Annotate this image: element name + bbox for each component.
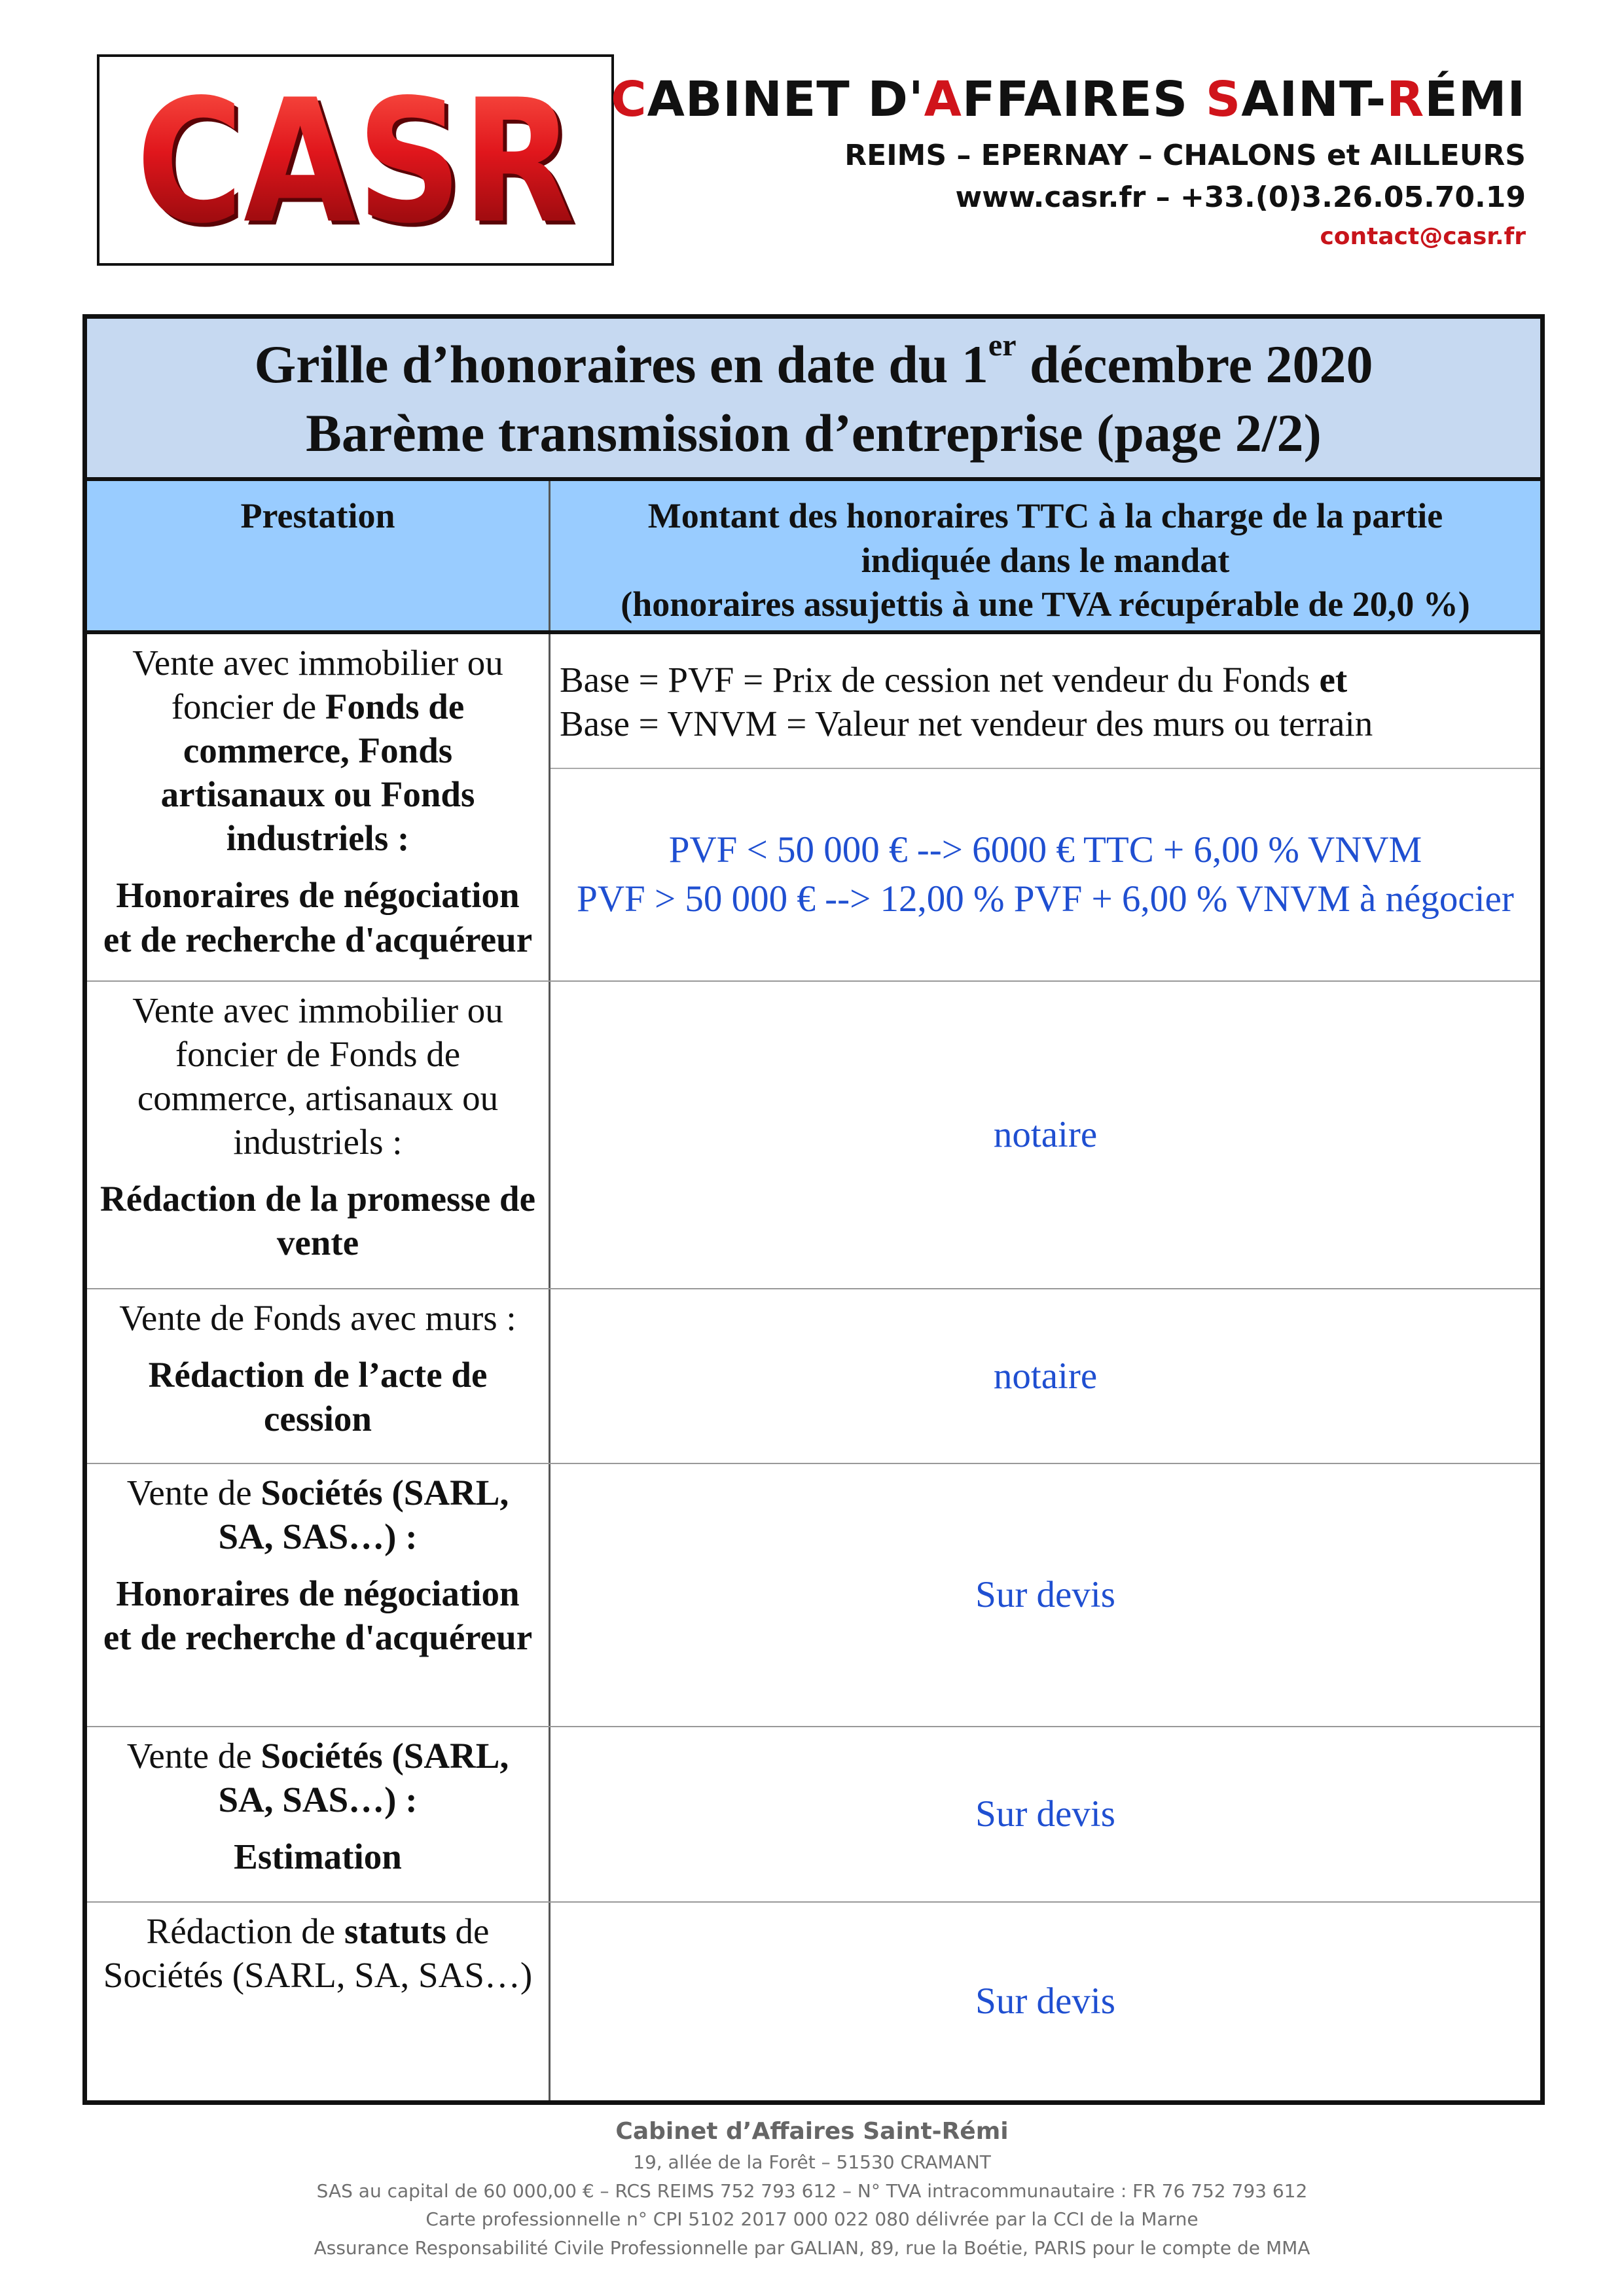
table-header-row [87, 481, 1540, 634]
logo-text: CASR [136, 75, 575, 245]
row-base-definition: Base = PVF = Prix de cession net vendeur du Fonds et Base = VNVM = Valeur net vendeur des murs ou terrain [550, 634, 1540, 769]
row-prestation: Vente de Sociétés (SARL, SA, SAS…) : Honoraires de négociation et de recherche d'acquéreur [87, 1464, 550, 1726]
svg-text:CASR: CASR [140, 75, 579, 245]
fee-table [82, 314, 1545, 2105]
column-header-montant: Montant des honoraires TTC à la charge de la partie indiquée dans le mandat (honoraires assujettis à une TVA récupérable de 20,0 %) [621, 496, 1470, 624]
row-fee-value: notaire [993, 1355, 1098, 1397]
table-row [87, 1464, 1540, 1727]
table-title: Grille d’honoraires en date du 1er décembre 2020 Barème transmission d’entreprise (page 2/2) [87, 319, 1540, 481]
company-email: contact@casr.fr [1320, 223, 1526, 250]
row-fee-value: Sur devis [975, 1981, 1115, 2022]
row-prestation: Vente avec immobilier ou foncier de Fonds de commerce, artisanaux ou industriels : Rédaction de la promesse de vente [87, 982, 550, 1288]
table-row [87, 1727, 1540, 1903]
row-fee-value: Sur devis [975, 1793, 1115, 1835]
company-name-part: A [924, 71, 962, 128]
row-fee-value: PVF < 50 000 € --> 6000 € TTC + 6,00 % VNVM PVF > 50 000 € --> 12,00 % PVF + 6,00 % VNVM à négocier [577, 829, 1514, 920]
company-name-part: S [1205, 71, 1242, 128]
row-fee-value: Sur devis [975, 1574, 1115, 1616]
row-prestation: Vente de Sociétés (SARL, SA, SAS…) : Estimation [87, 1727, 550, 1901]
table-row [87, 1903, 1540, 2100]
company-name-part: AINT- [1241, 71, 1387, 128]
company-name [611, 72, 1526, 128]
company-web-phone: www.casr.fr – +33.(0)3.26.05.70.19 [955, 180, 1526, 214]
company-name-part: R [1386, 71, 1425, 128]
table-row [87, 1289, 1540, 1464]
row-fee-value: notaire [993, 1114, 1098, 1156]
company-name-part: ABINET D' [647, 71, 924, 128]
table-row [87, 982, 1540, 1289]
footer-company-name: Cabinet d’Affaires Saint-Rémi [615, 2118, 1009, 2145]
column-header-prestation: Prestation [87, 481, 550, 630]
company-logo [97, 54, 614, 266]
row-prestation: Vente de Fonds avec murs : Rédaction de l’acte de cession [87, 1289, 550, 1463]
company-header [611, 72, 1526, 255]
row-prestation: Rédaction de statuts de Sociétés (SARL, SA, SAS…) [87, 1903, 550, 2100]
footer-legal: SAS au capital de 60 000,00 € – RCS REIMS 752 793 612 – N° TVA intracommunautaire : FR 76 752 793 612 [316, 2179, 1308, 2202]
company-cities: REIMS – EPERNAY – CHALONS et AILLEURS [844, 139, 1526, 173]
footer-card: Carte professionnelle n° CPI 5102 2017 000 022 080 délivrée par la CCI de la Marne [425, 2208, 1199, 2231]
company-name-part: C [611, 71, 647, 128]
footer-insurance: Assurance Responsabilité Civile Professionnelle par GALIAN, 89, rue la Boétie, PARIS pour le compte de MMA [314, 2236, 1310, 2259]
row-prestation: Vente avec immobilier ou foncier de Fonds de commerce, Fonds artisanaux ou Fonds industriels : Honoraires de négociation et de recherche d'acquéreur [87, 634, 550, 980]
company-name-part: FFAIRES [962, 71, 1206, 128]
casr-logo-graphic [117, 75, 594, 245]
footer-address: 19, allée de la Forêt – 51530 CRAMANT [633, 2151, 991, 2174]
company-name-part: ÉMI [1424, 71, 1526, 128]
table-row [87, 634, 1540, 982]
page-footer [0, 2115, 1624, 2262]
